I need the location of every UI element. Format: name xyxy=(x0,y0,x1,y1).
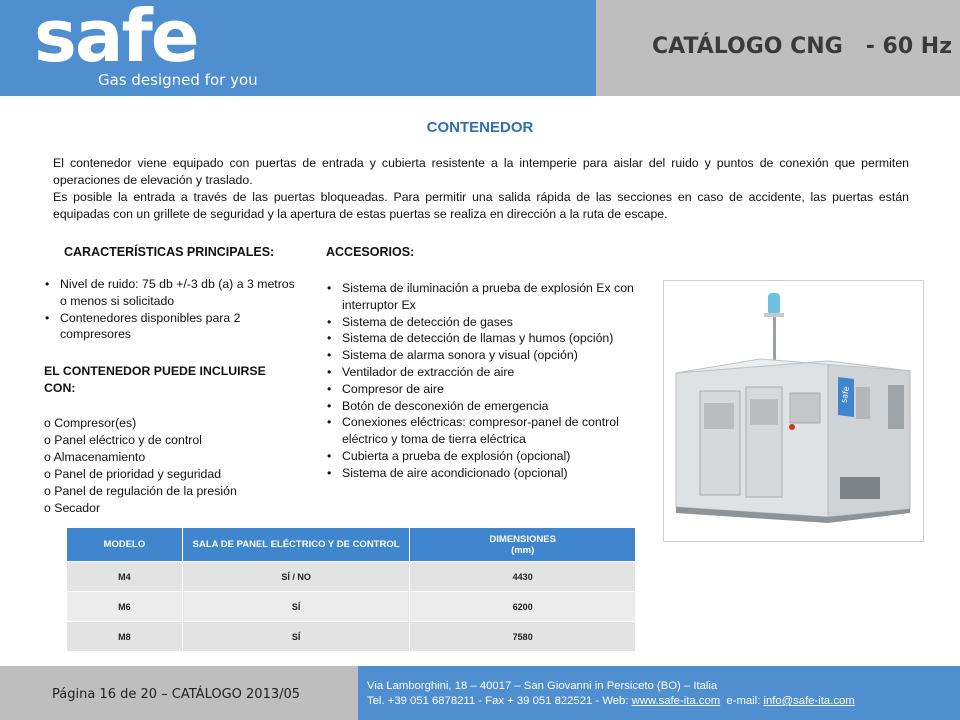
email-label: e-mail: xyxy=(720,695,764,707)
features-list xyxy=(44,276,304,343)
list-item: • Conexiones eléctricas: compresor-panel de control eléctrico y toma de tierra eléctrica xyxy=(326,414,636,448)
logo-tagline: Gas designed for you xyxy=(98,71,258,89)
website-link[interactable]: www.safe-ita.com xyxy=(631,695,721,707)
intro-paragraph-1: El contenedor viene equipado con puertas de entrada y cubierta resistente a la intemperie para aislar del ruido y puntos de conexión que permiten operaciones de elevación y traslado. xyxy=(53,156,909,187)
table-cell-dimension: 6200 xyxy=(410,592,636,622)
model-spec-table xyxy=(66,527,636,652)
list-item: • Sistema de alarma sonora y visual (opción) xyxy=(326,347,636,364)
list-item: o Panel de prioridad y seguridad xyxy=(44,467,222,481)
accessories-list xyxy=(326,280,636,482)
table-cell-panel: SÍ xyxy=(182,622,410,652)
table-header-dimensions xyxy=(410,528,636,562)
table-cell-dimension: 7580 xyxy=(410,622,636,652)
table-cell-panel: SÍ xyxy=(182,592,410,622)
include-heading: EL CONTENEDOR PUEDE INCLUIRSE CON: xyxy=(44,364,266,395)
safe-logo: safe xyxy=(34,0,198,78)
list-item: • Sistema de detección de llamas y humos (opción) xyxy=(326,330,636,347)
list-item: • Sistema de iluminación a prueba de explosión Ex con interruptor Ex xyxy=(326,280,636,314)
accessories-heading: ACCESORIOS: xyxy=(326,245,415,259)
table-cell-model: M4 xyxy=(67,562,183,592)
list-item: o Almacenamiento xyxy=(44,450,146,464)
table-cell-model: M8 xyxy=(67,622,183,652)
table-row xyxy=(67,592,636,622)
dimensions-unit: (mm) xyxy=(511,544,535,556)
footer-contact-line xyxy=(367,694,855,709)
table-row xyxy=(67,562,636,592)
list-item: • Cubierta a prueba de explosión (opcional) xyxy=(326,448,636,465)
email-link[interactable]: info@safe-ita.com xyxy=(763,695,855,707)
list-item: • Compresor de aire xyxy=(326,381,636,398)
include-list xyxy=(44,415,314,517)
list-item: o Compresor(es) xyxy=(44,416,137,430)
table-header-panel-room: SALA DE PANEL ELÉCTRICO Y DE CONTROL xyxy=(182,528,410,562)
intro-paragraph-2: Es posible la entrada a través de las puertas bloqueadas. Para permitir una salida rápida de las secciones en caso de accidente, las puertas están equipadas con un grillete de seguridad y la apertura de estas puertas se realiza en dirección a la ruta de escape. xyxy=(53,190,909,221)
list-item: o Secador xyxy=(44,501,101,515)
list-item: • Botón de desconexión de emergencia xyxy=(326,398,636,415)
section-title: CONTENEDOR xyxy=(426,119,534,136)
container-logo: safe xyxy=(839,385,852,404)
list-item: • Nivel de ruido: 75 db +/-3 db (a) a 3 metros o menos si solicitado xyxy=(44,276,304,310)
page-number-label: Página 16 de 20 – CATÁLOGO 2013/05 xyxy=(52,687,301,702)
footer-contact xyxy=(367,679,855,709)
catalog-title: CATÁLOGO CNG - 60 Hz xyxy=(652,34,953,59)
list-item: o Panel eléctrico y de control xyxy=(44,433,202,447)
table-row xyxy=(67,622,636,652)
list-item: • Sistema de aire acondicionado (opcional) xyxy=(326,465,636,482)
list-item: • Sistema de detección de gases xyxy=(326,314,636,331)
footer-phone-fax: Tel. +39 051 6878211 - Fax + 39 051 822521 - Web: xyxy=(367,695,632,707)
container-photo xyxy=(663,280,924,542)
list-item: • Contenedores disponibles para 2 compresores xyxy=(44,310,304,344)
footer-address: Via Lamborghini, 18 – 40017 – San Giovanni in Persiceto (BO) – Italia xyxy=(367,680,718,692)
features-heading: CARACTERÍSTICAS PRINCIPALES: xyxy=(64,245,275,259)
list-item: o Panel de regulación de la presión xyxy=(44,484,237,498)
list-item: • Ventilador de extracción de aire xyxy=(326,364,636,381)
intro-text xyxy=(53,155,909,223)
table-cell-dimension: 4430 xyxy=(410,562,636,592)
container-illustration xyxy=(664,281,923,541)
table-cell-panel: SÍ / NO xyxy=(182,562,410,592)
dimensions-label: DIMENSIONES xyxy=(489,533,556,545)
table-header-model: MODELO xyxy=(67,528,183,562)
table-cell-model: M6 xyxy=(67,592,183,622)
